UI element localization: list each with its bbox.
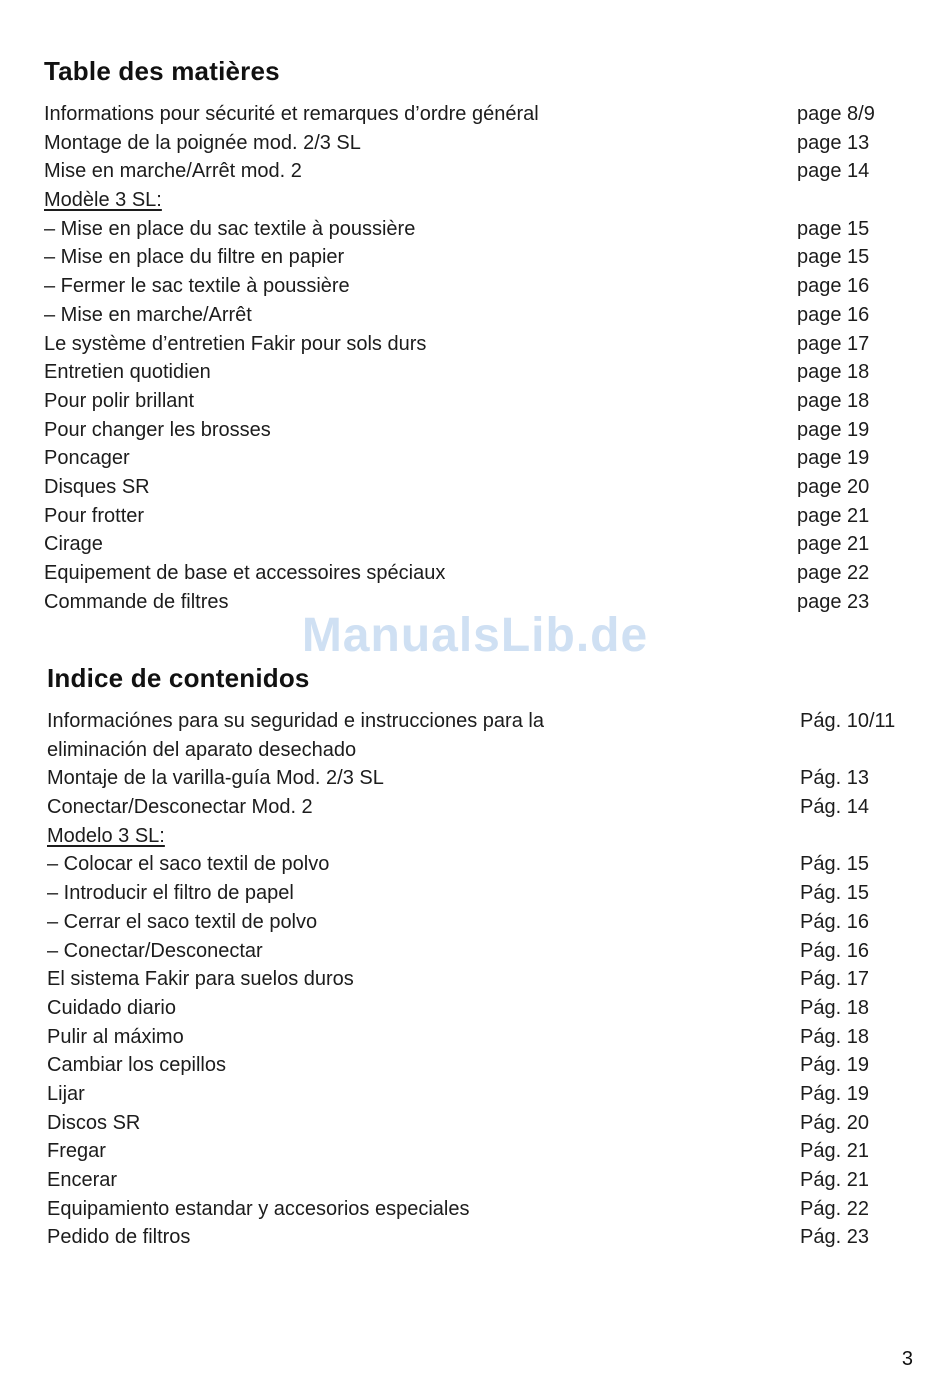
toc-entry-fr[interactable] xyxy=(44,358,924,387)
toc-entry-label: Commande de filtres xyxy=(44,590,229,613)
toc-entry-es[interactable] xyxy=(47,879,927,908)
toc-entry-page: Pág. 13 xyxy=(800,767,869,790)
toc-entry-es[interactable] xyxy=(47,707,927,764)
toc-entry-page: Pág. 18 xyxy=(800,1025,869,1048)
toc-entry-page: page 18 xyxy=(797,389,870,412)
toc-entry-page: page 16 xyxy=(797,275,870,298)
toc-entry-label: Discos SR xyxy=(47,1111,141,1134)
toc-entry-label: – Colocar el saco textil de polvo xyxy=(47,853,330,876)
toc-entry-label: Pour changer les brosses xyxy=(44,418,271,441)
toc-entry-es[interactable] xyxy=(47,1023,927,1052)
toc-subheading-fr xyxy=(44,186,924,215)
toc-entry-es[interactable] xyxy=(47,764,927,793)
toc-entry-label: Pour frotter xyxy=(44,504,145,527)
toc-entry-label: Cambiar los cepillos xyxy=(47,1054,226,1077)
toc-entry-page: page 13 xyxy=(797,131,870,154)
toc-entry-page: page 20 xyxy=(797,475,870,498)
toc-entry-page: Pág. 16 xyxy=(800,939,869,962)
toc-entry-fr[interactable] xyxy=(44,272,924,301)
toc-subheading-label: Modelo 3 SL: xyxy=(47,824,165,847)
toc-entry-page: page 8/9 xyxy=(797,103,875,125)
toc-entry-page: page 15 xyxy=(797,246,870,269)
page-number: 3 xyxy=(901,1348,913,1370)
toc-entry-fr[interactable] xyxy=(44,559,924,588)
toc-entry-fr[interactable] xyxy=(44,100,924,129)
toc-entry-es[interactable] xyxy=(47,793,927,822)
toc-section-es xyxy=(47,659,927,1252)
toc-entry-fr[interactable] xyxy=(44,301,924,330)
toc-entry-label: Le système d’entretien Fakir pour sols durs xyxy=(44,332,427,355)
toc-entry-fr[interactable] xyxy=(44,330,924,359)
toc-entry-page: Pág. 22 xyxy=(800,1197,869,1220)
toc-entry-label: Cuidado diario xyxy=(47,996,176,1019)
toc-list-es xyxy=(47,707,927,1252)
toc-entry-page: Pág. 17 xyxy=(800,968,869,991)
toc-list-fr xyxy=(44,100,924,616)
toc-entry-label: El sistema Fakir para suelos duros xyxy=(47,968,354,991)
toc-entry-page: Pág. 21 xyxy=(800,1140,869,1163)
toc-entry-fr[interactable] xyxy=(44,530,924,559)
toc-entry-label: Equipamiento estandar y accesorios especiales xyxy=(47,1197,470,1220)
toc-entry-label: Disques SR xyxy=(44,475,150,498)
toc-entry-fr[interactable] xyxy=(44,387,924,416)
toc-title-fr: Table des matières xyxy=(44,56,280,86)
toc-entry-es[interactable] xyxy=(47,908,927,937)
toc-entry-fr[interactable] xyxy=(44,473,924,502)
toc-entry-es[interactable] xyxy=(47,1051,927,1080)
toc-entry-label: Informaciónes para su seguridad e instrucciones para la eliminación del aparato desechado xyxy=(47,710,544,761)
toc-entry-page: page 21 xyxy=(797,533,870,556)
toc-entry-page: Pág. 23 xyxy=(800,1226,869,1249)
toc-entry-fr[interactable] xyxy=(44,243,924,272)
toc-entry-page: Pág. 20 xyxy=(800,1111,869,1134)
toc-entry-fr[interactable] xyxy=(44,157,924,186)
toc-entry-page: Pág. 16 xyxy=(800,910,869,933)
toc-entry-es[interactable] xyxy=(47,1137,927,1166)
toc-entry-label: Pedido de filtros xyxy=(47,1226,191,1249)
toc-entry-label: Montaje de la varilla-guía Mod. 2/3 SL xyxy=(47,767,384,790)
toc-entry-page: page 21 xyxy=(797,504,870,527)
toc-entry-page: page 19 xyxy=(797,447,870,470)
toc-entry-page: Pág. 19 xyxy=(800,1082,869,1105)
toc-entry-es[interactable] xyxy=(47,937,927,966)
toc-entry-label: Cirage xyxy=(44,533,103,556)
toc-entry-page: Pág. 10/11 xyxy=(800,710,896,732)
toc-entry-es[interactable] xyxy=(47,1223,927,1252)
toc-entry-label: Informations pour sécurité et remarques d’ordre général xyxy=(44,103,539,125)
toc-entry-label: Conectar/Desconectar Mod. 2 xyxy=(47,796,313,819)
toc-entry-label: Entretien quotidien xyxy=(44,361,211,384)
toc-entry-label: Poncager xyxy=(44,447,130,470)
toc-entry-page: page 18 xyxy=(797,361,870,384)
toc-entry-label: – Fermer le sac textile à poussière xyxy=(44,275,350,298)
watermark: ManualsLib.de xyxy=(301,609,649,662)
toc-entry-page: Pág. 15 xyxy=(800,882,869,905)
toc-entry-page: Pág. 18 xyxy=(800,996,869,1019)
toc-section-fr xyxy=(44,52,924,616)
toc-entry-page: page 15 xyxy=(797,217,870,240)
toc-entry-page: page 22 xyxy=(797,562,870,584)
toc-entry-page: Pág. 14 xyxy=(800,796,869,819)
toc-entry-label: – Cerrar el saco textil de polvo xyxy=(47,910,318,933)
toc-entry-es[interactable] xyxy=(47,850,927,879)
toc-entry-page: page 16 xyxy=(797,303,870,326)
toc-subheading-label: Modèle 3 SL: xyxy=(44,189,162,212)
toc-entry-label: Lijar xyxy=(47,1082,85,1105)
toc-entry-page: Pág. 15 xyxy=(800,853,869,876)
toc-entry-page: Pág. 21 xyxy=(800,1169,869,1192)
toc-entry-es[interactable] xyxy=(47,1080,927,1109)
toc-entry-label: – Introducir el filtro de papel xyxy=(47,882,294,905)
toc-entry-label: Fregar xyxy=(47,1140,106,1163)
toc-entry-es[interactable] xyxy=(47,965,927,994)
toc-entry-fr[interactable] xyxy=(44,416,924,445)
toc-entry-page: Pág. 19 xyxy=(800,1054,869,1077)
toc-entry-label: Pulir al máximo xyxy=(47,1025,184,1048)
toc-entry-fr[interactable] xyxy=(44,502,924,531)
toc-entry-label: – Mise en place du sac textile à poussière xyxy=(44,217,416,240)
toc-entry-es[interactable] xyxy=(47,1109,927,1138)
toc-entry-label: – Mise en place du filtre en papier xyxy=(44,246,345,269)
toc-entry-label: Mise en marche/Arrêt mod. 2 xyxy=(44,160,302,183)
toc-entry-label: – Mise en marche/Arrêt xyxy=(44,303,252,326)
toc-subheading-es xyxy=(47,822,927,851)
toc-entry-label: Pour polir brillant xyxy=(44,389,195,412)
toc-entry-fr[interactable] xyxy=(44,129,924,158)
toc-entry-es[interactable] xyxy=(47,1195,927,1224)
toc-entry-fr[interactable] xyxy=(44,215,924,244)
toc-entry-page: page 23 xyxy=(797,590,870,613)
toc-entry-label: Montage de la poignée mod. 2/3 SL xyxy=(44,131,361,154)
toc-entry-es[interactable] xyxy=(47,1166,927,1195)
toc-entry-fr[interactable] xyxy=(44,444,924,473)
toc-entry-es[interactable] xyxy=(47,994,927,1023)
toc-entry-page: page 19 xyxy=(797,418,870,441)
toc-entry-label: – Conectar/Desconectar xyxy=(47,939,263,962)
toc-entry-page: page 17 xyxy=(797,332,870,355)
toc-entry-label: Equipement de base et accessoires spéciaux xyxy=(44,562,446,584)
toc-entry-page: page 14 xyxy=(797,160,870,183)
toc-entry-label: Encerar xyxy=(47,1169,118,1192)
toc-title-es: Indice de contenidos xyxy=(47,663,310,693)
